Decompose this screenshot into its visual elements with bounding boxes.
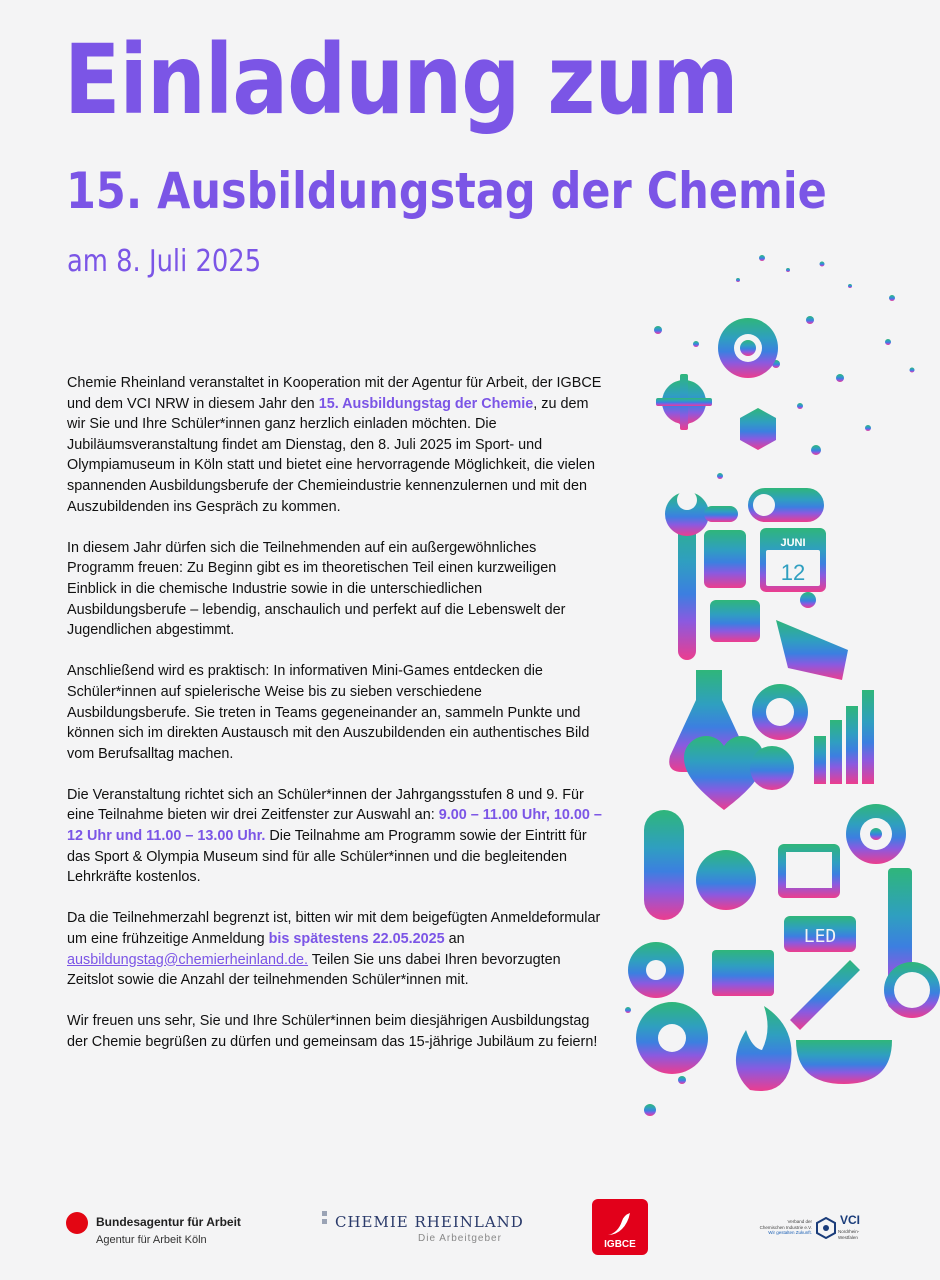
plate-center <box>766 698 794 726</box>
funnel-icon <box>776 620 848 680</box>
hexagon-icon <box>740 408 776 450</box>
paragraph-timeslots <box>67 785 602 888</box>
text-span: Die Veranstaltung richtet sich an Schüler*innen der Jahrgangsstufen 8 und 9. Für eine Teilnahme bieten wir drei Zeitfenster zur Auswahl an: <box>67 786 584 824</box>
paragraph-closing: Wir freuen uns sehr, Sie und Ihre Schüler*innen beim diesjährigen Ausbildungstag der Chemie begrüßen zu dürfen und gemeinsam das 15-jährige Jubiläum zu feiern! <box>67 1013 598 1050</box>
text-span: Die Teilnahme am Programm sowie der Eintritt für das Sport & Olympia Museum sind für alle Schüler*innen und die begleitenden Lehrkräfte kostenlos. <box>67 828 587 886</box>
bowl-icon <box>796 1040 892 1084</box>
timeslots-highlight: 9.00 – 11.00 Uhr, 10.00 – 12 Uhr und 11.00 – 13.00 Uhr. <box>67 807 602 845</box>
text-span: an <box>444 931 465 948</box>
vci-name: VCI <box>840 1213 861 1227</box>
calendar-month: JUNI <box>780 537 806 549</box>
led-label: LED <box>803 926 837 947</box>
cr-name: CHEMIE RHEINLAND <box>335 1213 524 1231</box>
text-span: Da die Teilnehmerzahl begrenzt ist, bitten wir mit dem beigefügten Anmeldeformular um eine frühzeitige Anmeldung <box>67 910 601 948</box>
cog-hole <box>646 960 666 980</box>
vci-region-line: Nordrhein- <box>838 1229 860 1234</box>
cr-subtitle: Die Arbeitgeber <box>418 1233 502 1244</box>
world-icon <box>696 850 756 910</box>
bar-chart-icon <box>814 690 874 784</box>
flask-illustration <box>600 250 940 1130</box>
switch-knob <box>753 494 775 516</box>
wrench-icon <box>665 490 709 660</box>
ba-name: Bundesagentur für Arbeit <box>96 1215 241 1229</box>
logo-vci <box>750 1209 880 1249</box>
paragraph-registration <box>67 908 602 990</box>
led-display-icon <box>784 916 856 952</box>
vci-assoc-line: Chemischen Industrie e.V. <box>759 1224 812 1230</box>
page-title: Einladung zum <box>64 24 738 136</box>
vci-assoc-line: Verband der <box>787 1219 812 1224</box>
vci-hexagon-icon <box>816 1217 836 1239</box>
dna-icon <box>790 960 860 1030</box>
footer-logos <box>0 1195 940 1265</box>
envelope-icon <box>712 950 774 996</box>
ring-icon <box>718 318 778 378</box>
event-date: am 8. Juli 2025 <box>67 244 262 279</box>
ba-logo-icon <box>66 1212 88 1234</box>
ba-subtitle: Agentur für Arbeit Köln <box>96 1234 207 1246</box>
vci-region-line: Westfalen <box>838 1234 858 1240</box>
pencil-icon <box>800 592 816 608</box>
vci-association <box>750 1219 812 1236</box>
cr-logo-icon <box>322 1211 328 1225</box>
flame-icon <box>736 1006 792 1091</box>
email-link[interactable]: ausbildungstag@chemierheinland.de. <box>67 951 309 968</box>
clock-face <box>894 972 930 1008</box>
vci-region <box>838 1229 872 1240</box>
event-title: 15. Ausbildungstag der Chemie <box>66 162 827 220</box>
gear-icon <box>656 374 712 430</box>
forklift-icon <box>710 600 760 642</box>
paint-bucket-icon <box>704 530 746 588</box>
invitation-text <box>67 373 602 1073</box>
gear-large-hole <box>658 1024 686 1052</box>
pill-icon <box>704 506 738 522</box>
text-span: Teilen Sie uns dabei Ihren bevorzugten Zeitslot sowie die Anzahl der teilnehmenden Schüler*innen mit. <box>67 951 561 989</box>
igbce-label: IGBCE <box>604 1239 636 1250</box>
text-span: , zu dem wir Sie und Ihre Schüler*innen ganz herzlich einladen möchten. Die Jubiläumsveranstaltung findet am Dienstag, den 8. Juli 2025 im Sport- und Olympiamuseum in Köln statt und bietet eine hervorragende Möglichkeit, die vielen spannenden Ausbildungsberufe der Chemieindustrie kennenzulernen und mit den Auszubildenden ins Gespräch zu kommen. <box>67 395 595 515</box>
calendar-day: 12 <box>780 560 806 585</box>
text-span: Chemie Rheinland veranstaltet in Kooperation mit der Agentur für Arbeit, der IGBCE und dem VCI NRW in diesem Jahr den <box>67 375 602 412</box>
monitor-screen <box>786 852 832 888</box>
globe-icon <box>750 746 794 790</box>
deadline-highlight: bis spätestens 22.05.2025 <box>268 931 445 948</box>
event-name-highlight: 15. Ausbildungstag der Chemie <box>318 395 534 412</box>
calendar-icon <box>760 528 826 592</box>
vci-slogan: Wir gestalten Zukunft. <box>768 1230 812 1235</box>
target-center <box>870 828 882 840</box>
logo-igbce <box>592 1199 648 1255</box>
tube-icon <box>644 810 684 920</box>
paragraph-intro <box>67 373 602 517</box>
paragraph-mini-games: Anschließend wird es praktisch: In informativen Mini-Games entdecken die Schüler*innen auf spielerische Weise bis zu sieben verschiedene Ausbildungsberufe. Sie treten in Teams gegeneinander an, sammeln Punkte und können sich im direkten Austausch mit den Auszubildenden ein authentisches Bild vom Berufsalltag machen. <box>67 663 590 762</box>
paragraph-program: In diesem Jahr dürfen sich die Teilnehmenden auf ein außergewöhnliches Programm freuen: Zu Beginn gibt es im theoretischen Teil einen kurzweiligen Einblick in die chemische Industrie sowie in die unterschiedlichen Ausbildungsberufe – lebendig, anschaulich und perfekt auf die Lebenswelt der Jugendlichen abgestimmt. <box>67 539 566 639</box>
